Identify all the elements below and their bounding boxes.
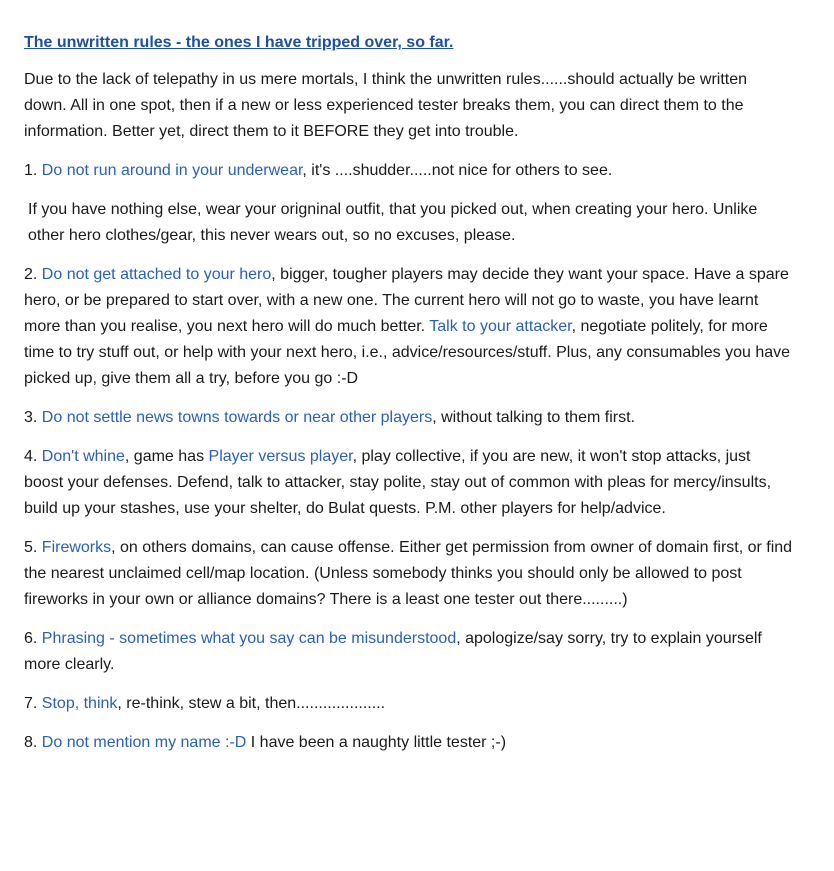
rule-highlight: Phrasing - sometimes what you say can be misunderstood <box>41 630 457 647</box>
rule-7 <box>24 691 794 717</box>
rule-text: , it's ....shudder.....not nice for others to see. <box>302 162 613 179</box>
rule-text: , bigger, tougher players may decide they want your space. Have a spare hero, or be prepared to start over, with a new one. The current hero will not go to waste, you have learnt more than you realise, you next hero will do much better. <box>24 266 789 335</box>
rule-6 <box>24 626 794 678</box>
rule-8 <box>24 730 794 756</box>
rule-2 <box>24 262 794 392</box>
rule-highlight: Don't whine <box>41 448 125 465</box>
rule-text-secondary: , negotiate politely, for more time to try stuff out, or help with your next hero, i.e., advice/resources/stuff. Plus, any consumables you have picked up, give them all a try, before you go :-D <box>24 318 791 387</box>
rule-number: 1. <box>24 162 42 179</box>
rule-text: , game has <box>124 448 209 465</box>
intro-paragraph: Due to the lack of telepathy in us mere mortals, I think the unwritten rules......should actually be written down. All in one spot, then if a new or less experienced tester breaks them, you can direct them to the information. Better yet, direct them to it BEFORE they get into trouble. <box>24 71 748 140</box>
rule-number: 2. <box>24 266 42 283</box>
rule-highlight: Do not mention my name :-D <box>41 734 247 751</box>
document-title[interactable]: The unwritten rules - the ones I have tripped over, so far. <box>24 34 454 51</box>
rule-number: 6. <box>24 630 42 647</box>
rule-highlight: Do not run around in your underwear <box>41 162 303 179</box>
rule-highlight: Do not settle news towns towards or near other players <box>41 409 433 426</box>
rule-highlight-secondary: Player versus player <box>208 448 353 465</box>
rule-text: , without talking to them first. <box>432 409 635 426</box>
rule-4 <box>24 444 794 522</box>
rule-text-secondary: , play collective, if you are new, it won't stop attacks, just boost your defenses. Defend, talk to attacker, stay polite, stay out of common with pleas for mercy/insults, build up your stashes, use your shelter, do Bulat quests. P.M. other players for help/advice. <box>24 448 772 517</box>
rule-number: 4. <box>24 448 42 465</box>
rule-highlight-secondary: Talk to your attacker <box>429 318 572 335</box>
rule-1 <box>24 158 794 184</box>
rule-highlight: Fireworks <box>41 539 112 556</box>
rule-text: I have been a naughty little tester ;-) <box>246 734 507 751</box>
rule-number: 5. <box>24 539 42 556</box>
rule-text: , apologize/say sorry, try to explain yourself more clearly. <box>24 630 762 673</box>
rule-3 <box>24 405 794 431</box>
rule-text: , re-think, stew a bit, then.................... <box>117 695 386 712</box>
rule-number: 3. <box>24 409 42 426</box>
rule-1-note: If you have nothing else, wear your origninal outfit, that you picked out, when creating your hero. Unlike other hero clothes/gear, this never wears out, so no excuses, please. <box>28 201 758 244</box>
rule-highlight: Stop, think <box>41 695 118 712</box>
rule-number: 7. <box>24 695 42 712</box>
rule-text: , on others domains, can cause offense. Either get permission from owner of domain first, or find the nearest unclaimed cell/map location. (Unless somebody thinks you should only be allowed to post fireworks in your own or alliance domains? There is a least one tester out there.........) <box>24 539 793 608</box>
rule-5 <box>24 535 794 613</box>
rule-highlight: Do not get attached to your hero <box>41 266 272 283</box>
rule-number: 8. <box>24 734 42 751</box>
